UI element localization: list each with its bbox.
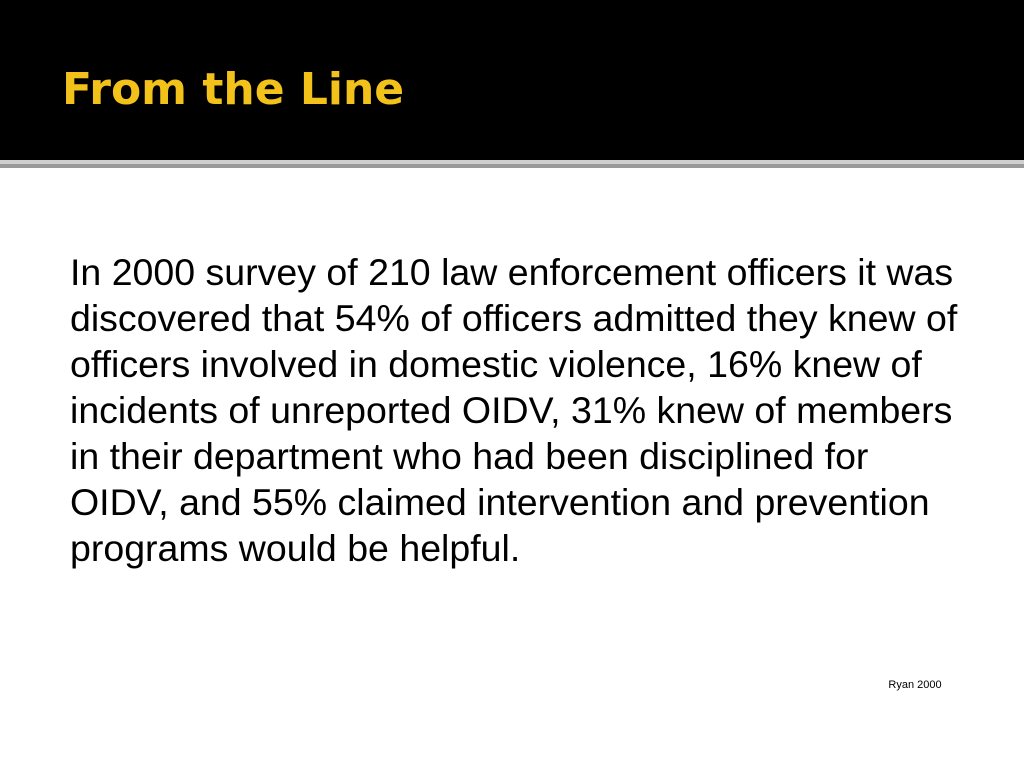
body-paragraph: In 2000 survey of 210 law enforcement officers it was discovered that 54% of officers admitted they knew of officers involved in domestic violence, 16% knew of incidents of unreported OIDV, 31% knew of members in their department who had been disciplined for OIDV, and 55% claimed intervention and prevention programs would be helpful.	[70, 251, 958, 569]
citation: Ryan 2000	[888, 679, 942, 691]
title-bar	[0, 0, 1024, 160]
slide-title: From the Line	[62, 64, 405, 115]
title-divider-shadow	[0, 164, 1024, 168]
